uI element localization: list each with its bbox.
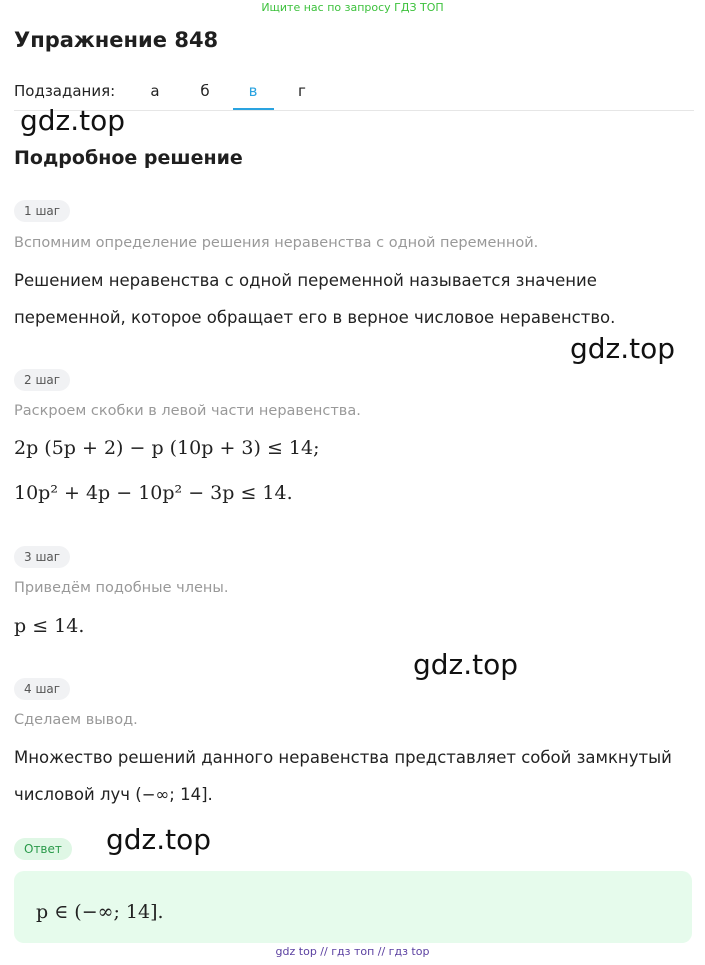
tab-v[interactable]: в — [248, 82, 258, 100]
tab-a[interactable]: а — [150, 82, 160, 100]
page-title: Упражнение 848 — [14, 28, 219, 52]
step-hint: Сделаем вывод. — [14, 712, 138, 728]
step-badge: 1 шаг — [14, 200, 70, 222]
text-line: числовой луч (−∞; 14]. — [14, 785, 213, 804]
answer-badge: Ответ — [14, 838, 72, 860]
section-title: Подробное решение — [14, 147, 243, 169]
math-line: p ≤ 14. — [14, 615, 85, 637]
watermark: gdz.top — [106, 823, 212, 856]
step-badge: 3 шаг — [14, 546, 70, 568]
watermark: gdz.top — [570, 332, 676, 365]
footer-links[interactable]: gdz top // гдз топ // гдз top — [275, 945, 430, 958]
promo-banner: Ищите нас по запросу ГДЗ ТОП — [261, 1, 444, 14]
watermark: gdz.top — [20, 104, 126, 137]
answer-box — [14, 871, 692, 943]
step-badge: 4 шаг — [14, 678, 70, 700]
math-line: 10p² + 4p − 10p² − 3p ≤ 14. — [14, 482, 293, 504]
tab-b[interactable]: б — [200, 82, 210, 100]
step-hint: Вспомним определение решения неравенства с одной переменной. — [14, 235, 539, 251]
step-hint: Приведём подобные члены. — [14, 580, 229, 596]
text-line: Решением неравенства с одной переменной называется значение — [14, 271, 597, 290]
tab-g[interactable]: г — [298, 82, 306, 100]
step-badge: 2 шаг — [14, 369, 70, 391]
math-line: 2p (5p + 2) − p (10p + 3) ≤ 14; — [14, 437, 320, 459]
step-text — [14, 262, 694, 336]
active-tab-indicator — [233, 108, 274, 110]
text-line: переменной, которое обращает его в верное числовое неравенство. — [14, 308, 616, 327]
watermark: gdz.top — [413, 648, 519, 681]
text-line: Множество решений данного неравенства представляет собой замкнутый — [14, 748, 672, 767]
step-hint: Раскроем скобки в левой части неравенства. — [14, 403, 361, 419]
answer-math: p ∈ (−∞; 14]. — [36, 901, 164, 923]
subtasks-label: Подзадания: — [14, 82, 116, 100]
step-text — [14, 739, 694, 813]
